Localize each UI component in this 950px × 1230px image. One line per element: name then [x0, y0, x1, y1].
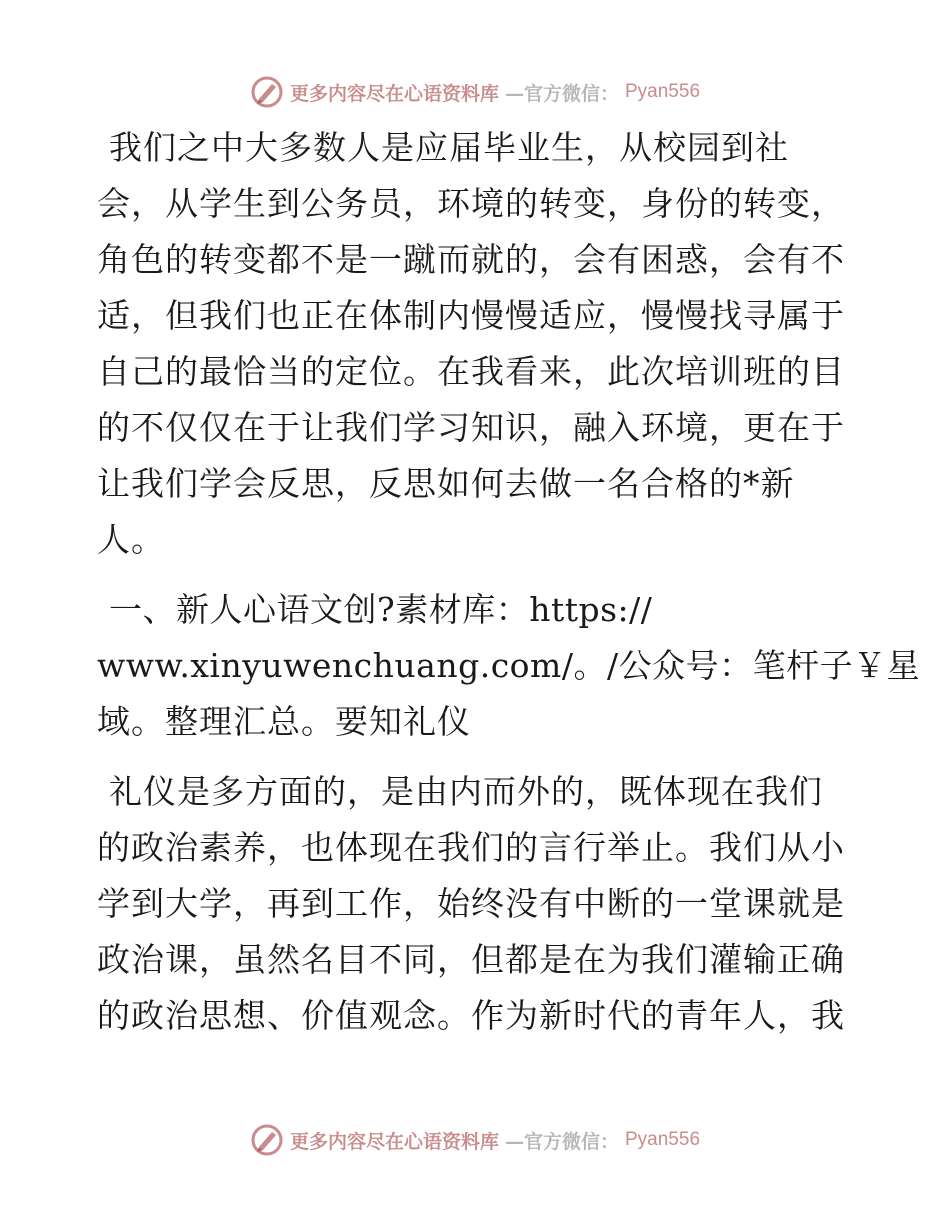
paragraph-1 [97, 120, 857, 568]
pen-logo-icon [250, 75, 284, 109]
text-line: 礼仪是多方面的，是由内而外的，既体现在我们 [109, 772, 823, 811]
text-line: 的不仅仅在于让我们学习知识，融入环境，更在于 [97, 408, 845, 447]
text-line: 学到大学，再到工作，始终没有中断的一堂课就是 [97, 884, 845, 923]
text-line: 我们之中大多数人是应届毕业生，从校园到社 [109, 128, 789, 167]
banner-wechat-id: Pyan556 [625, 1129, 701, 1150]
banner-title: 更多内容尽在心语资料库 [289, 82, 499, 105]
banner-wechat-label: —官方微信： [504, 82, 619, 105]
header-banner [0, 72, 950, 112]
text-line: 一、新人心语文创?素材库：https:// [109, 590, 653, 629]
banner-wechat-id: Pyan556 [625, 81, 701, 102]
pen-logo-icon [250, 1123, 284, 1157]
banner-title: 更多内容尽在心语资料库 [289, 1130, 499, 1153]
text-line: 会，从学生到公务员，环境的转变，身份的转变， [97, 184, 845, 223]
text-line: 政治课，虽然名目不同，但都是在为我们灌输正确 [97, 940, 845, 979]
text-line: 让我们学会反思，反思如何去做一名合格的*新 [97, 464, 795, 503]
document-body [97, 120, 921, 1058]
text-line: 角色的转变都不是一蹴而就的，会有困惑，会有不 [97, 240, 845, 279]
paragraph-3 [97, 764, 857, 1044]
text-line: 人。 [97, 520, 165, 559]
text-line: 自己的最恰当的定位。在我看来，此次培训班的目 [97, 352, 845, 391]
text-line: 的政治思想、价值观念。作为新时代的青年人，我 [97, 996, 845, 1035]
footer-banner [0, 1120, 950, 1160]
text-line: 适，但我们也正在体制内慢慢适应，慢慢找寻属于 [97, 296, 845, 335]
text-line: www.xinyuwenchuang.com/。/公众号：笔杆子￥星 [97, 646, 921, 685]
paragraph-2 [97, 582, 921, 750]
text-line: 的政治素养，也体现在我们的言行举止。我们从小 [97, 828, 845, 867]
text-line: 域。整理汇总。要知礼仪 [97, 702, 471, 741]
banner-wechat-label: —官方微信： [504, 1130, 619, 1153]
